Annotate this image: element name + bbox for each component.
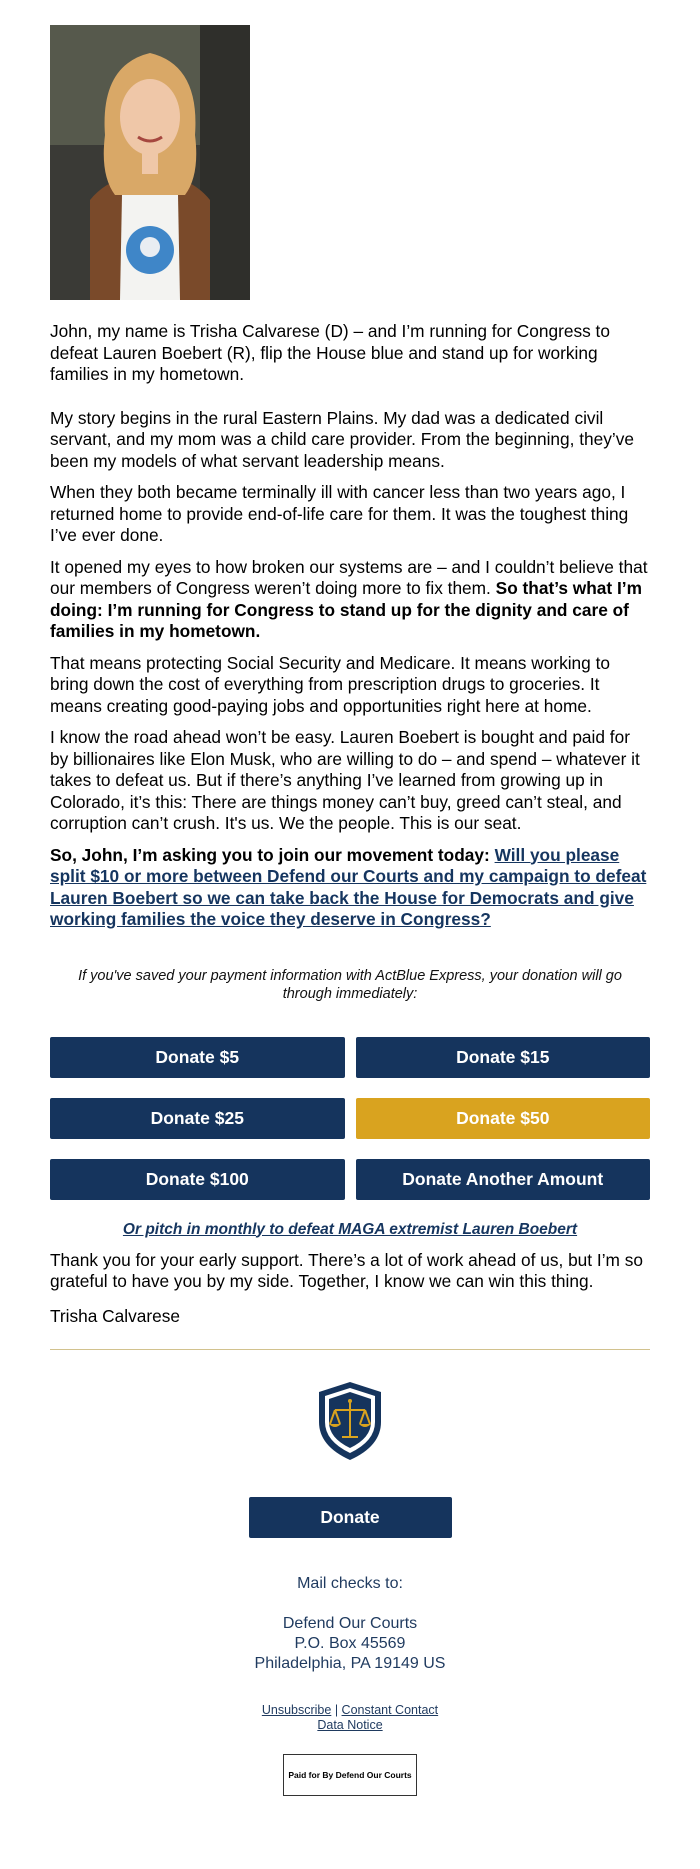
footer-links [50, 1703, 650, 1732]
data-notice-link[interactable]: Data Notice [317, 1717, 383, 1732]
donate-25-button[interactable]: Donate $25 [50, 1098, 345, 1139]
illness-paragraph: When they both became terminally ill with cancer less than two years ago, I returned home to provide end-of-life care for them. It was the toughest thing I’ve ever done. [50, 482, 629, 545]
donate-5-button[interactable]: Donate $5 [50, 1037, 345, 1078]
road-paragraph: I know the road ahead won’t be easy. Lauren Boebert is bought and paid for by billionaires like Elon Musk, who are willing to do – and spend – whatever it takes to defeat us. But if there’s anything I’ve learned from growing up in Colorado, it’s this: There are things money can’t buy, greed can’t steal, and corruption can’t crush. It's us. We the people. This is our seat. [50, 727, 640, 833]
candidate-photo [50, 25, 250, 300]
eyes-bold-text: So that’s what I’m doing: I’m running for Congress to stand up for the dignity and care of families in my hometown. [50, 578, 642, 641]
monthly-donate-link[interactable]: Or pitch in monthly to defeat MAGA extremist Lauren Boebert [122, 1220, 578, 1238]
donate-100-button[interactable]: Donate $100 [50, 1159, 345, 1200]
ask-paragraph [50, 845, 650, 931]
unsubscribe-link[interactable]: Unsubscribe [261, 1703, 332, 1717]
footer-divider [50, 1349, 650, 1350]
donate-button-grid [50, 1037, 650, 1200]
donate-50-button[interactable]: Donate $50 [356, 1098, 651, 1139]
address-org: Defend Our Courts [282, 1615, 418, 1632]
footer-donate-button[interactable]: Donate [249, 1497, 452, 1538]
intro-paragraph: John, my name is Trisha Calvarese (D) – and I’m running for Congress to defeat Lauren Boebert (R), flip the House blue and stand up for working families in my hometown. [50, 321, 610, 384]
ask-donate-link[interactable]: Will you please split $10 or more between Defend our Courts and my campaign to defeat Lauren Boebert so we can take back the House for Democrats and give working families the voice they deserve in Congress? [50, 844, 647, 929]
email-body [50, 0, 650, 1796]
scales-of-justice-shield-icon [315, 1380, 385, 1462]
ask-bold-text: So, John, I’m asking you to join our movement today: [50, 844, 490, 865]
eyes-text: It opened my eyes to how broken our systems are – and I couldn’t believe that our members of Congress weren’t doing more to fix them. [50, 556, 648, 598]
paid-for-disclaimer: Paid for By Defend Our Courts [283, 1754, 417, 1796]
donate-15-button[interactable]: Donate $15 [356, 1037, 651, 1078]
address-po-box: P.O. Box 45569 [294, 1635, 406, 1652]
actblue-express-note: If you've saved your payment information with ActBlue Express, your donation will go through immediately: [78, 967, 622, 1002]
link-separator: | [334, 1703, 339, 1717]
mailing-address [50, 1614, 650, 1674]
thanks-paragraph: Thank you for your early support. There’s a lot of work ahead of us, but I’m so grateful to have you by my side. Together, I know we can win this thing. [50, 1249, 643, 1291]
eyes-paragraph [50, 557, 650, 643]
signature: Trisha Calvarese [50, 1305, 180, 1326]
address-city: Philadelphia, PA 19149 US [254, 1655, 446, 1672]
means-paragraph: That means protecting Social Security and Medicare. It means working to bring down the cost of everything from prescription drugs to groceries. It means creating good-paying jobs and opportunities right here at home. [50, 652, 610, 716]
story-paragraph: My story begins in the rural Eastern Plains. My dad was a dedicated civil servant, and my mom was a child care provider. From the beginning, they’ve been my models of what servant leadership means. [50, 407, 634, 471]
constant-contact-link[interactable]: Constant Contact [341, 1703, 439, 1717]
mail-checks-label: Mail checks to: [297, 1575, 403, 1592]
donate-other-amount-button[interactable]: Donate Another Amount [356, 1159, 651, 1200]
monthly-link-row [50, 1221, 650, 1239]
